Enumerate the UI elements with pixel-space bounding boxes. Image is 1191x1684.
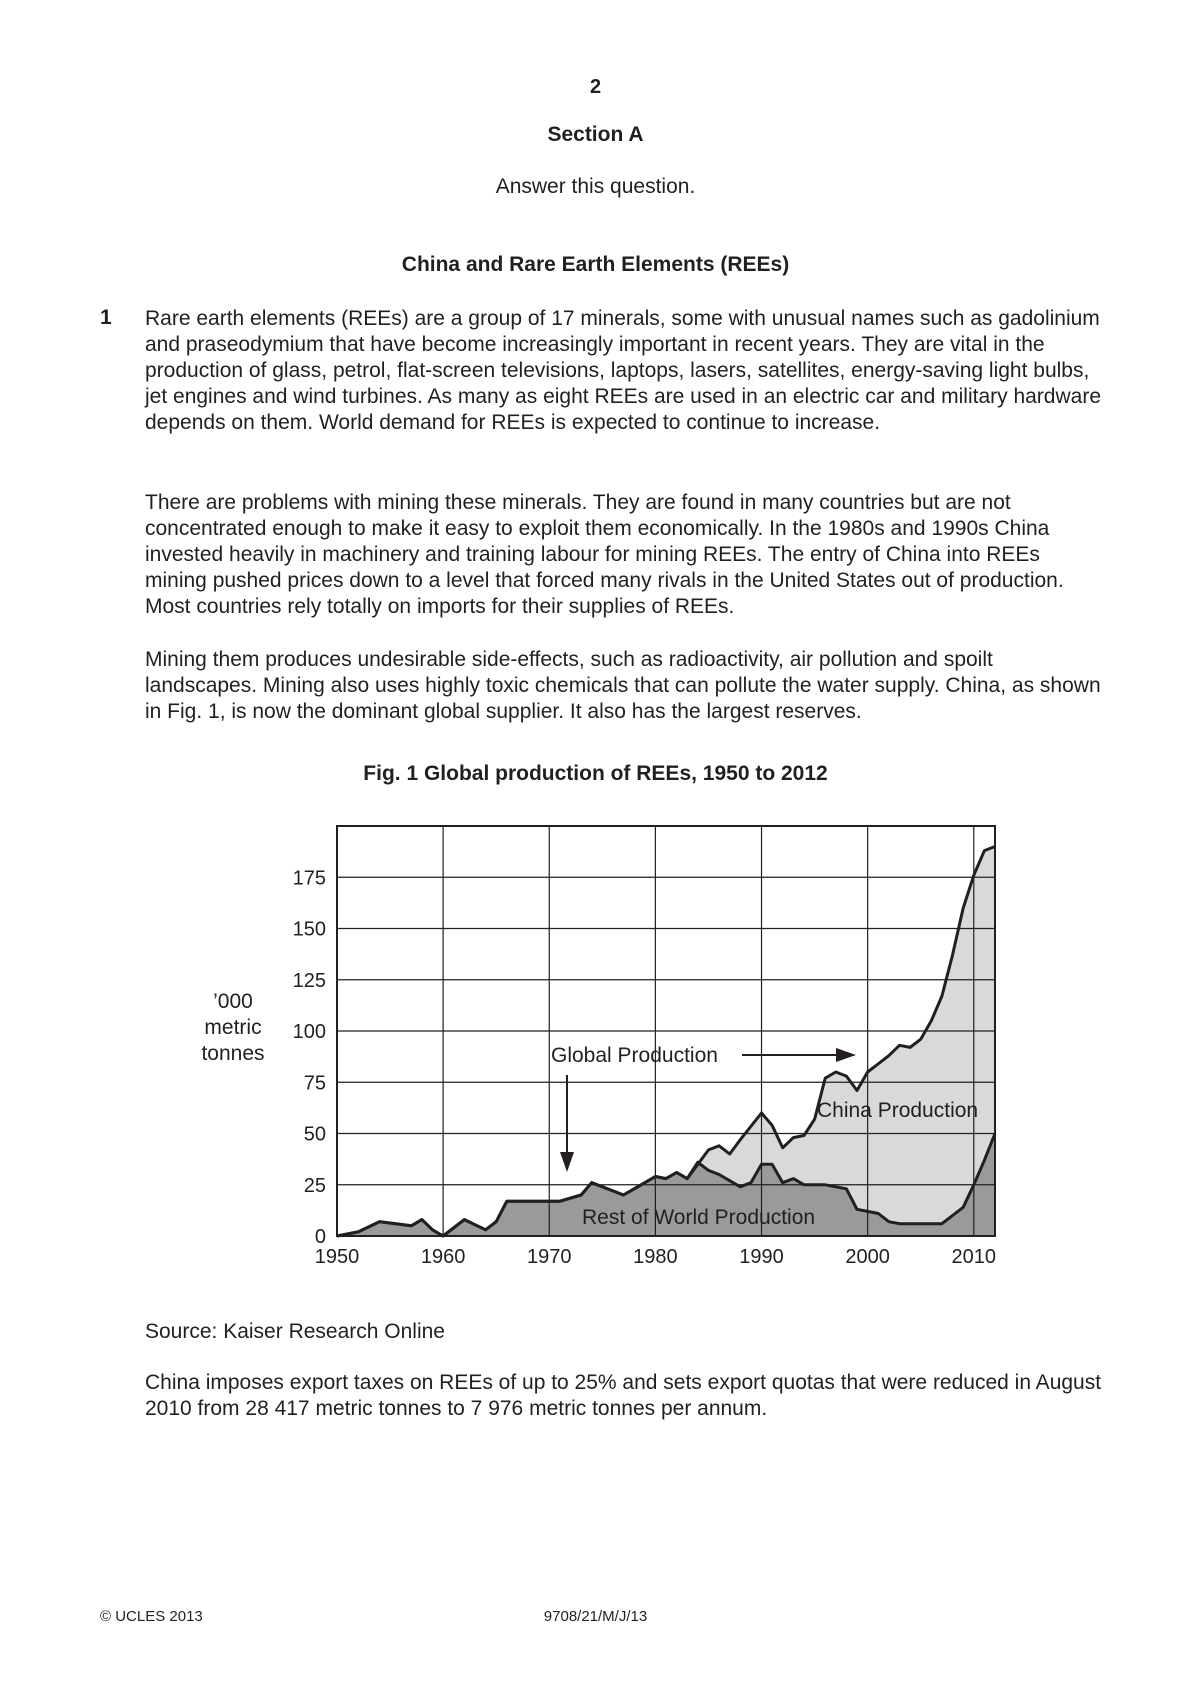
section-title: Section A [547, 123, 644, 146]
figure-caption: Fig. 1 Global production of REEs, 1950 to 2012 [363, 762, 828, 785]
x-tick-label-1950: 1950 [314, 1246, 360, 1268]
x-tick-label-2000: 2000 [845, 1246, 890, 1268]
x-tick-label-1970: 1970 [527, 1246, 572, 1268]
y-tick-label-25: 25 [303, 1174, 326, 1197]
page-number: 2 [589, 76, 602, 98]
x-tick-label-1990: 1990 [739, 1246, 784, 1268]
question-title: China and Rare Earth Elements (REEs) [401, 253, 790, 276]
y-axis-label-line-2: metric [204, 1016, 262, 1039]
annotation-global-production: Global Production [551, 1044, 718, 1067]
source-note: Source: Kaiser Research Online [145, 1320, 445, 1343]
x-tick-label-1960: 1960 [420, 1246, 466, 1268]
x-tick-label-1980: 1980 [633, 1246, 678, 1268]
y-axis-label-line-3: tonnes [201, 1042, 265, 1065]
y-axis-label-line-1: ’000 [213, 990, 253, 1013]
y-tick-label-175: 175 [292, 867, 326, 890]
y-tick-label-150: 150 [292, 918, 326, 941]
annotation-china-production: China Production [817, 1099, 979, 1122]
paragraph-2: There are problems with mining these minerals. They are found in many countries but are not concentrated enough to make it easy to exploit them economically. In the 1980s and 1990s China invested heavily in machinery and training labour for mining REEs. The entry of China into REEs mining pushed prices down to a level that forced many rivals in the United States out of production. Most countries rely totally on imports for their supplies of REEs. [145, 491, 1064, 618]
question-number: 1 [100, 306, 112, 329]
footer-copyright: © UCLES 2013 [100, 1608, 203, 1625]
global-production-arrow-down-head [560, 1152, 574, 1172]
y-tick-label-0: 0 [314, 1226, 326, 1248]
global-production-arrow-right-head [836, 1048, 856, 1062]
paragraph-1: Rare earth elements (REEs) are a group of 17 minerals, some with unusual names such as gadolinium and praseodymium that have become increasingly important in recent years. They are vital in the production of glass, petrol, flat-screen televisions, laptops, lasers, satellites, energy-saving light bulbs, jet engines and wind turbines. As many as eight REEs are used in an electric car and military hardware depends on them. World demand for REEs is expected to continue to increase. [145, 307, 1101, 434]
y-tick-label-125: 125 [292, 969, 326, 992]
footer-code: 9708/21/M/J/13 [543, 1608, 648, 1625]
annotation-rest-of-world-production: Rest of World Production [582, 1206, 816, 1229]
instruction: Answer this question. [495, 175, 696, 198]
paragraph-3: Mining them produces undesirable side-effects, such as radioactivity, air pollution and spoilt landscapes. Mining also uses highly toxic chemicals that can pollute the water supply. China, as shown in Fig. 1, is now the dominant global supplier. It also has the largest reserves. [145, 648, 1101, 723]
y-tick-label-75: 75 [303, 1072, 326, 1095]
x-tick-label-2010: 2010 [951, 1246, 997, 1268]
y-tick-label-100: 100 [292, 1021, 326, 1043]
y-tick-label-50: 50 [303, 1123, 326, 1146]
closing-paragraph: China imposes export taxes on REEs of up to 25% and sets export quotas that were reduced in August 2010 from 28 417 metric tonnes to 7 976 metric tonnes per annum. [145, 1371, 1102, 1420]
